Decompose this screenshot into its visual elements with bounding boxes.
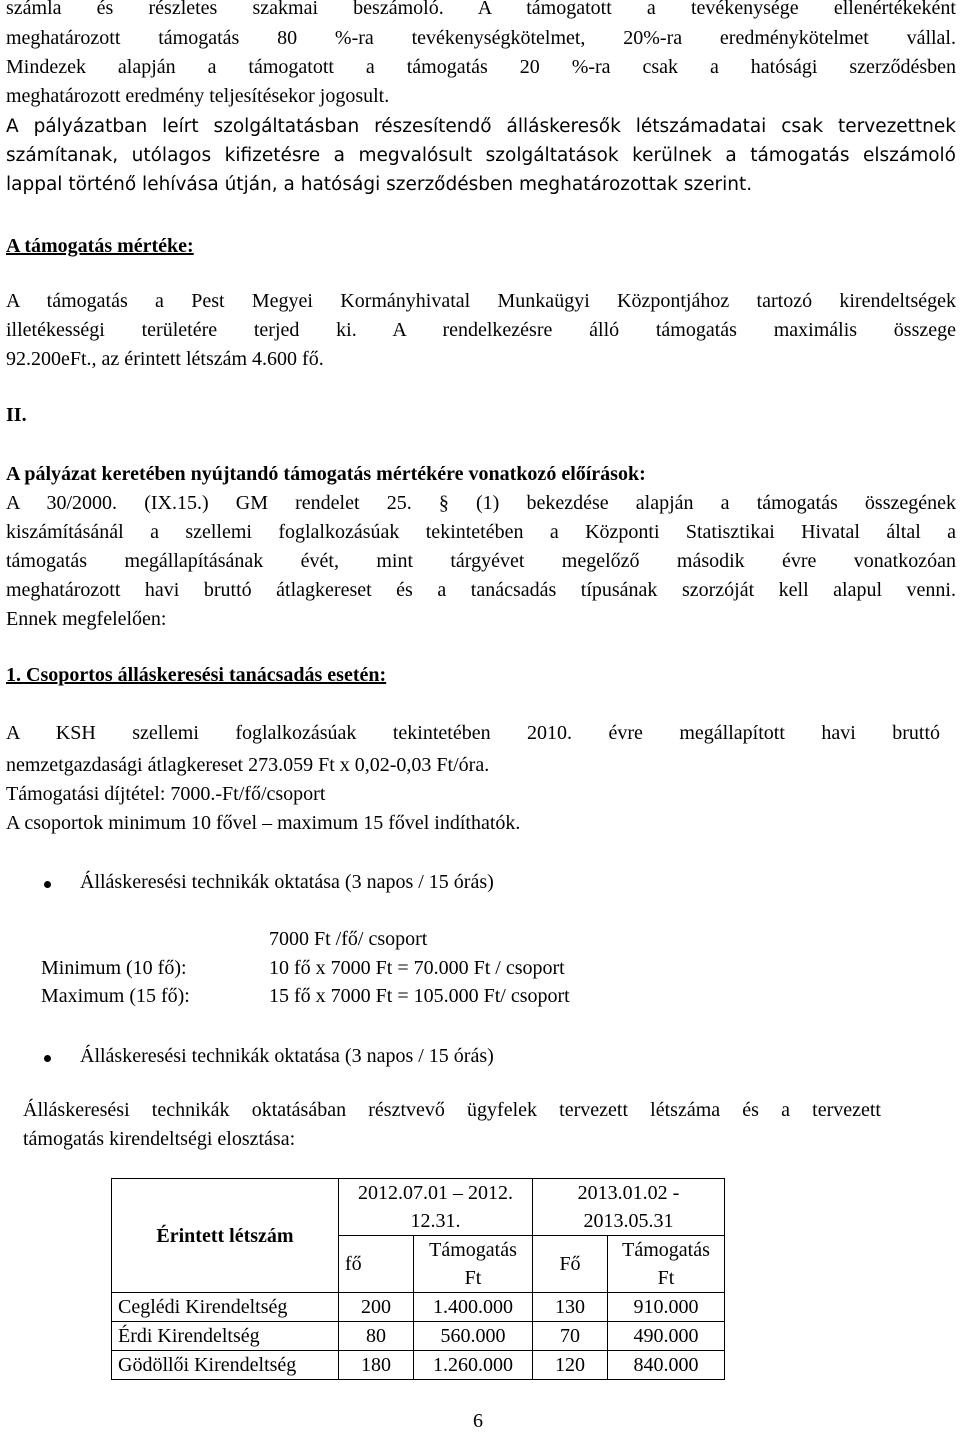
table-row	[112, 1322, 725, 1351]
period-2-count: 120	[533, 1351, 608, 1380]
subsection-heading: 1. Csoportos álláskeresési tanácsadás esetén:	[6, 664, 387, 686]
period-1-line: 12.31.	[410, 1210, 461, 1232]
paragraph-line: támogatás kirendeltségi elosztása:	[23, 1128, 296, 1150]
amount-header-line: Ft	[657, 1267, 675, 1289]
bullet-icon	[44, 881, 51, 888]
calc-min-value: 10 fő x 7000 Ft = 70.000 Ft / csoport	[269, 957, 565, 979]
paragraph-line: Ennek megfelelően:	[6, 608, 167, 630]
office-name: Gödöllői Kirendeltség	[112, 1351, 339, 1380]
period-2-count-header: Fő	[533, 1236, 608, 1293]
paragraph-line: A pályázatban leírt szolgáltatásban részesítendő álláskeresők létszámadatai csak tervezettnek	[6, 116, 956, 137]
paragraph-line: meghatározott havi bruttó átlagkereset és a tanácsadás típusának szorzóját kell alapul venni.	[6, 579, 956, 601]
period-2-line: 2013.01.02 -	[577, 1182, 680, 1204]
table-row	[112, 1351, 725, 1380]
paragraph-line: meghatározott eredmény teljesítésekor jogosult.	[6, 85, 390, 107]
paragraph-line: A 30/2000. (IX.15.) GM rendelet 25. § (1) bekezdése alapján a támogatás összegének	[6, 492, 956, 514]
section-numeral: II.	[6, 404, 27, 426]
paragraph-line: Álláskeresési technikák oktatásában résztvevő ügyfelek tervezett létszáma és a tervezett	[23, 1099, 881, 1121]
paragraph-line: nemzetgazdasági átlagkereset 273.059 Ft x 0,02-0,03 Ft/óra.	[6, 754, 490, 776]
bullet-item: Álláskeresési technikák oktatása (3 napos / 15 órás)	[80, 1045, 494, 1067]
period-2-amount-header	[608, 1236, 725, 1293]
period-1-count: 180	[339, 1351, 414, 1380]
period-2-count: 70	[533, 1322, 608, 1351]
period-1-amount-header	[414, 1236, 533, 1293]
paragraph-line: meghatározott támogatás 80 %-ra tevékenységkötelmet, 20%-ra eredménykötelmet vállal.	[6, 27, 956, 49]
page-number: 6	[473, 1410, 483, 1432]
bullet-icon	[44, 1055, 51, 1062]
calc-max-value: 15 fő x 7000 Ft = 105.000 Ft/ csoport	[269, 985, 570, 1007]
paragraph-line: lappal történő lehívása útján, a hatósági szerződésben meghatározottak szerint.	[6, 174, 753, 195]
period-2-amount: 490.000	[608, 1322, 725, 1351]
period-1-amount: 1.260.000	[414, 1351, 533, 1380]
section-heading: A támogatás mértéke:	[6, 235, 194, 257]
bullet-item: Álláskeresési technikák oktatása (3 napos / 15 órás)	[80, 871, 494, 893]
paragraph-line: illetékességi területére terjed ki. A rendelkezésre álló támogatás maximális összege	[6, 319, 956, 341]
period-1-amount: 1.400.000	[414, 1293, 533, 1322]
amount-header-line: Támogatás	[622, 1239, 710, 1261]
period-2-header	[533, 1179, 725, 1236]
paragraph-line: támogatás megállapításának évét, mint tárgyévet megelőző második évre vonatkozóan	[6, 550, 956, 572]
period-2-count: 130	[533, 1293, 608, 1322]
section-heading: A pályázat keretében nyújtandó támogatás mértékére vonatkozó előírások:	[6, 463, 646, 485]
paragraph-line: kiszámításánál a szellemi foglalkozásúak tekintetében a Központi Statisztikai Hivatal által a	[6, 521, 956, 543]
period-1-line: 2012.07.01 – 2012.	[358, 1182, 513, 1204]
calc-header: 7000 Ft /fő/ csoport	[269, 928, 428, 950]
period-1-count: 80	[339, 1322, 414, 1351]
distribution-table	[111, 1178, 725, 1380]
paragraph-line: A támogatás a Pest Megyei Kormányhivatal Munkaügyi Központjához tartozó kirendeltségek	[6, 290, 956, 312]
paragraph-line: 92.200eFt., az érintett létszám 4.600 fő.	[6, 348, 324, 370]
office-name: Érdi Kirendeltség	[112, 1322, 339, 1351]
paragraph-line: számla és részletes szakmai beszámoló. A támogatott a tevékenysége ellenértékeként	[6, 0, 956, 19]
paragraph-line: Támogatási díjtétel: 7000.-Ft/fő/csoport	[6, 783, 326, 805]
calc-min-label: Minimum (10 fő):	[41, 957, 187, 979]
paragraph-line: számítanak, utólagos kifizetésre a megvalósult szolgáltatások kerülnek a támogatás elszámoló	[6, 145, 956, 166]
paragraph-line: A csoportok minimum 10 fővel – maximum 15 fővel indíthatók.	[6, 812, 521, 834]
period-1-header	[339, 1179, 533, 1236]
table-corner-header: Érintett létszám	[112, 1179, 339, 1293]
period-1-amount: 560.000	[414, 1322, 533, 1351]
amount-header-line: Ft	[464, 1267, 482, 1289]
paragraph-line: A KSH szellemi foglalkozásúak tekintetében 2010. évre megállapított havi bruttó	[6, 722, 940, 744]
period-2-amount: 840.000	[608, 1351, 725, 1380]
amount-header-line: Támogatás	[429, 1239, 517, 1261]
calc-max-label: Maximum (15 fő):	[41, 985, 190, 1007]
office-name: Ceglédi Kirendeltség	[112, 1293, 339, 1322]
paragraph-line: Mindezek alapján a támogatott a támogatás 20 %-ra csak a hatósági szerződésben	[6, 56, 956, 78]
period-1-count: 200	[339, 1293, 414, 1322]
period-2-amount: 910.000	[608, 1293, 725, 1322]
period-2-line: 2013.05.31	[583, 1210, 674, 1232]
table-row	[112, 1293, 725, 1322]
period-1-count-header: fő	[339, 1236, 414, 1293]
